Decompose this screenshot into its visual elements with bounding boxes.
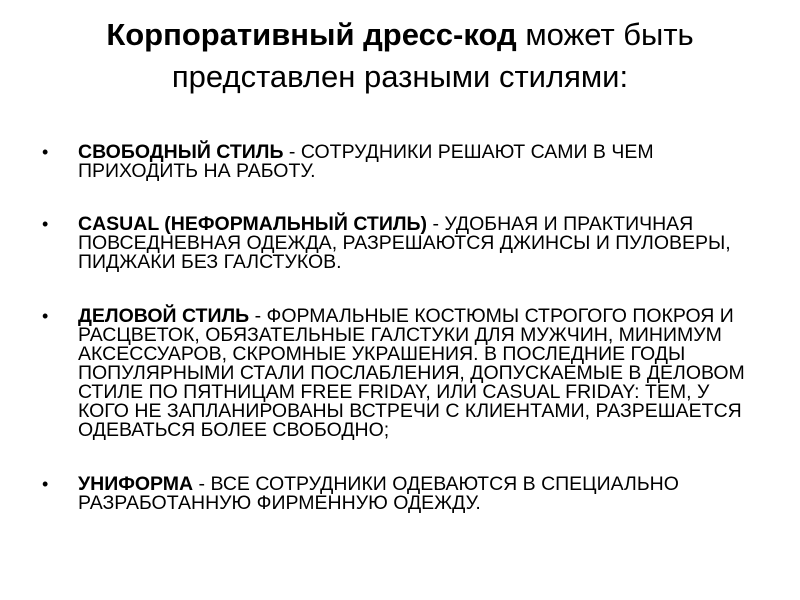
slide-title-rest: может быть представлен разными стилями: bbox=[171, 17, 694, 94]
bullet-term: CASUAL (НЕФОРМАЛЬНЫЙ СТИЛЬ) bbox=[78, 213, 428, 235]
slide-title bbox=[40, 14, 760, 98]
bullet-item-uniform bbox=[40, 475, 765, 513]
bullet-term: СВОБОДНЫЙ СТИЛЬ bbox=[78, 141, 284, 163]
bullet-list bbox=[40, 143, 765, 513]
bullet-item-casual bbox=[40, 215, 765, 272]
bullet-icon: • bbox=[42, 474, 49, 494]
bullet-icon: • bbox=[42, 142, 49, 162]
bullet-text: - ФОРМАЛЬНЫЕ КОСТЮМЫ СТРОГОГО ПОКРОЯ И РАСЦВЕТОК, ОБЯЗАТЕЛЬНЫЕ ГАЛСТУКИ ДЛЯ МУЖЧИН, МИНИМУМ АКСЕССУАРОВ, СКРОМНЫЕ УКРАШЕНИЯ. В ПОСЛЕДНИЕ ГОДЫ ПОПУЛЯРНЫМИ СТАЛИ ПОСЛАБЛЕНИЯ, ДОПУСКАЕМЫЕ В ДЕЛОВОМ СТИЛЕ ПО ПЯТНИЦАМ FREE FRIDAY, ИЛИ CASUAL FRIDAY: ТЕМ, У КОГО НЕ ЗАПЛАНИРОВАНЫ ВСТРЕЧИ С КЛИЕНТАМИ, РАЗРЕШАЕТСЯ ОДЕВАТЬСЯ БОЛЕЕ СВОБОДНО; bbox=[78, 305, 745, 441]
bullet-item-free-style bbox=[40, 143, 765, 181]
bullet-term: ДЕЛОВОЙ СТИЛЬ bbox=[78, 305, 250, 327]
bullet-term: УНИФОРМА bbox=[78, 473, 194, 495]
bullet-icon: • bbox=[42, 306, 49, 326]
bullet-item-business bbox=[40, 307, 765, 440]
bullet-text: - ВСЕ СОТРУДНИКИ ОДЕВАЮТСЯ В СПЕЦИАЛЬНО РАЗРАБОТАННУЮ ФИРМЕННУЮ ОДЕЖДУ. bbox=[78, 473, 679, 514]
slide-title-bold: Корпоративный дресс-код bbox=[106, 17, 517, 52]
bullet-text: - СОТРУДНИКИ РЕШАЮТ САМИ В ЧЕМ ПРИХОДИТЬ НА РАБОТУ. bbox=[78, 141, 654, 182]
bullet-text: - УДОБНАЯ И ПРАКТИЧНАЯ ПОВСЕДНЕВНАЯ ОДЕЖДА, РАЗРЕШАЮТСЯ ДЖИНСЫ И ПУЛОВЕРЫ, ПИДЖАКИ БЕЗ ГАЛСТУКОВ. bbox=[78, 213, 731, 273]
bullet-icon: • bbox=[42, 214, 49, 234]
